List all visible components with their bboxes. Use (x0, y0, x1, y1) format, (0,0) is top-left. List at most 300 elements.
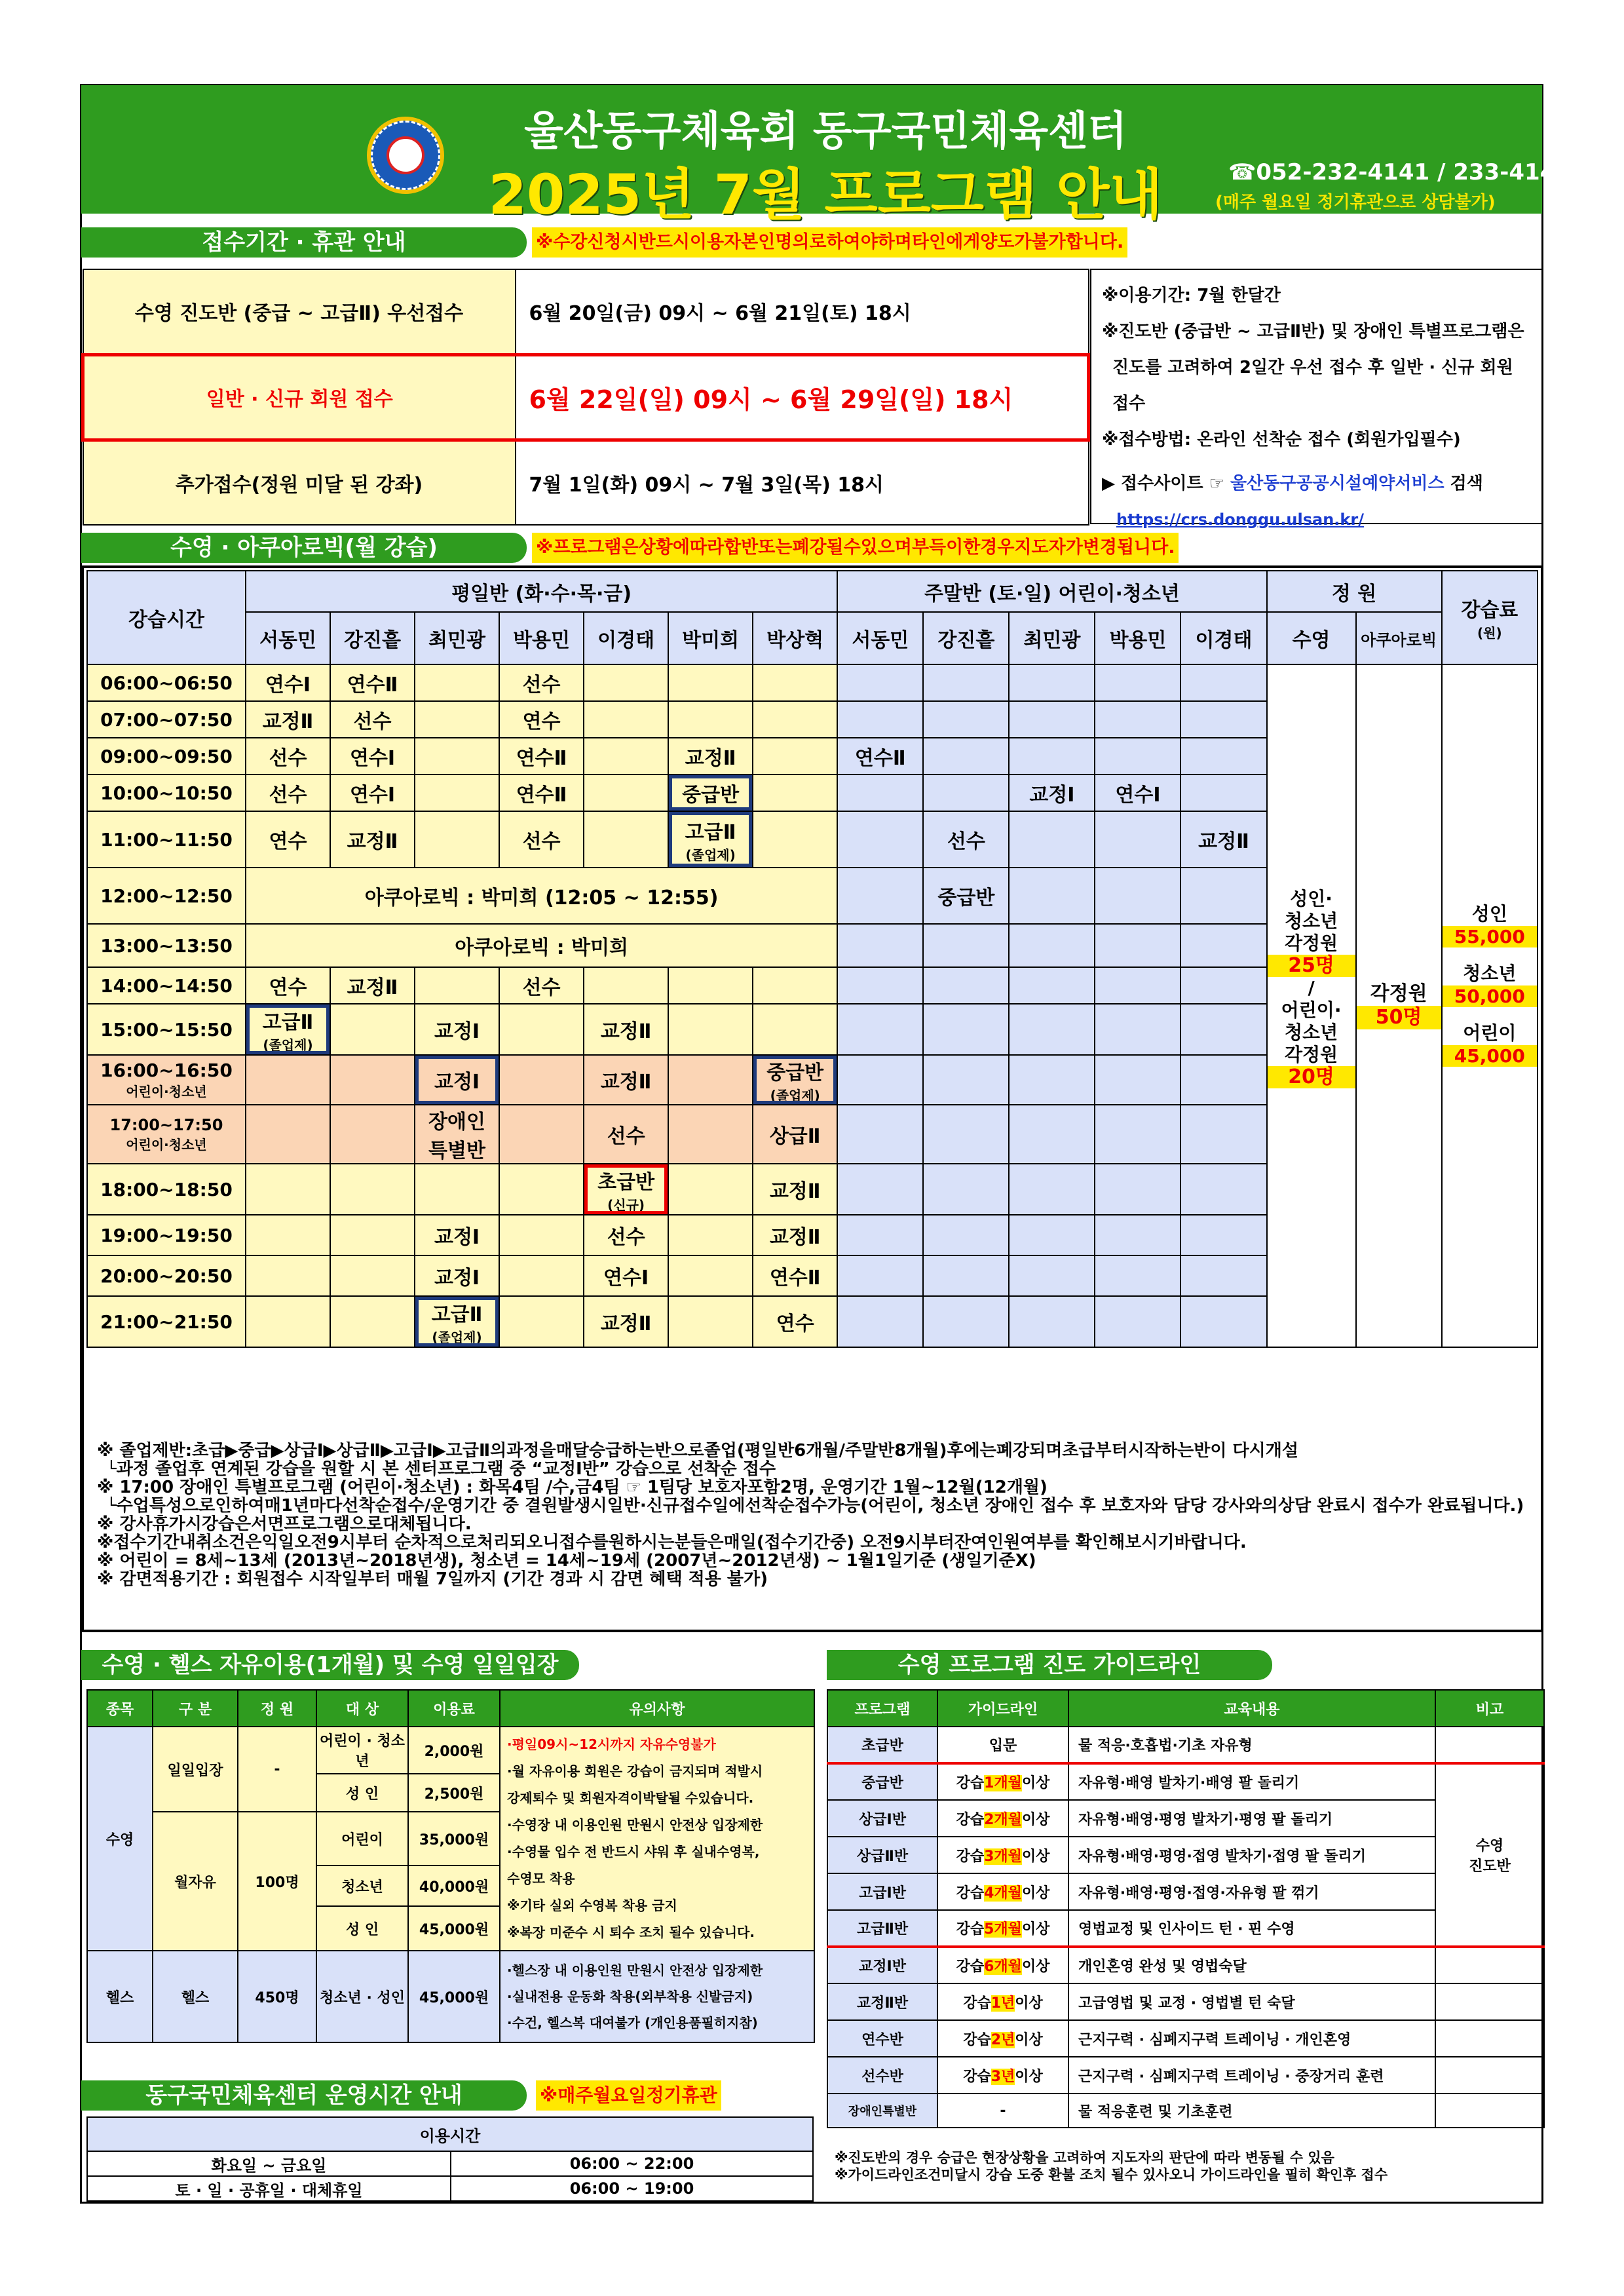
guide-h-4: 비고 (1435, 1690, 1544, 1727)
weekend-cell (1009, 924, 1095, 967)
hours-table (86, 2116, 814, 2202)
swim-warning: ※프로그램은상황에따라합반또는폐강될수있으며부득이한경우지도자가변경됩니다. (532, 533, 1179, 563)
class-cell (668, 1215, 753, 1255)
guide-line: 입문 (937, 1727, 1068, 1763)
time-slot: 10:00~10:50 (100, 782, 233, 804)
class-cell: 선수 (584, 1215, 668, 1255)
weekend-cell (1095, 1296, 1180, 1347)
free-monthly-cap: 100명 (238, 1812, 316, 1951)
guide-tab: 수영 프로그램 진도 가이드라인 (827, 1650, 1272, 1680)
weekend-cell (837, 1255, 923, 1296)
class-cell (753, 967, 837, 1004)
hours-time-2: 06:00 ~ 19:00 (451, 2176, 813, 2201)
guide-content: 자유형·배영·평영·접영·자유형 팔 꺾기 (1068, 1873, 1435, 1910)
hours-time-1: 06:00 ~ 22:00 (451, 2151, 813, 2176)
reg-tab: 접수기간 · 휴관 안내 (81, 227, 527, 258)
class-cell (499, 1215, 584, 1255)
new-label: (신규) (607, 1196, 645, 1213)
guide-footer-2: ※가이드라인조건미달시 강습 도중 환불 조치 될수 있사오니 가이드라인을 필히 확인후 접수 (835, 2167, 1388, 2183)
cap-aqua-cell: 각정원 50명 (1356, 664, 1442, 1347)
weekend-cell (1009, 701, 1095, 738)
guide-program: 교정Ⅱ반 (827, 1983, 937, 2020)
weekend-cell (1180, 1164, 1266, 1215)
gym-note-3: ·수건, 헬스복 대여불가 (개인용품필히지참) (507, 2015, 758, 2031)
reg-info-4: ※접수방법: 온라인 선착순 접수 (회원가입필수) (1102, 430, 1461, 450)
weekend-cell (837, 1215, 923, 1255)
reg-label-3: 추가접수(정원 미달 된 강좌) (83, 440, 516, 525)
class-cell: 교정Ⅱ (330, 967, 415, 1004)
guide-h-2: 가이드라인 (937, 1690, 1068, 1727)
page-title: 2025년 7월 프로그램 안내 (488, 163, 1163, 227)
weekend-cell (923, 701, 1009, 738)
guide-program: 연수반 (827, 2020, 937, 2057)
guide-content: 자유형·배영·평영 발차기·평영 팔 돌리기 (1068, 1800, 1435, 1837)
note-6: ※접수기간내취소건은익일오전9시부터 순차적으로처리되오니접수를원하시는분들은매일(접수기간중) 오전9시부터잔여인원여부를 확인해보시기바랍니다. (97, 1533, 1247, 1552)
weekend-cell (1009, 1296, 1095, 1347)
class-cell (499, 1164, 584, 1215)
hours-days-2: 토 · 일 · 공휴일 · 대체휴일 (87, 2176, 451, 2201)
reg-site-prefix: ▶ 접수사이트 ☞ (1102, 474, 1231, 493)
time-cell (87, 1255, 246, 1296)
free-daily-cap: - (238, 1727, 316, 1812)
reg-site-url[interactable]: https://crs.donggu.ulsan.kr/ (1116, 510, 1364, 529)
weekend-cell (923, 1105, 1009, 1164)
class-cell: 고급Ⅱ (졸업제) (246, 1004, 330, 1055)
inst-we-3: 최민광 (1009, 612, 1095, 664)
weekend-cell (837, 1105, 923, 1164)
class-cell (330, 1255, 415, 1296)
time-slot: 12:00~12:50 (100, 885, 233, 907)
class-cell: 연수Ⅰ (330, 775, 415, 811)
guide-program: 중급반 (827, 1763, 937, 1800)
weekend-cell: 교정Ⅱ (1180, 811, 1266, 868)
guide-note-group: 수영 진도반 (1435, 1763, 1544, 1947)
guide-line: 강습3개월이상 (937, 1837, 1068, 1873)
class-cell (415, 738, 499, 775)
class-cell: 교정Ⅰ (415, 1004, 499, 1055)
aqua-cell: 아쿠아로빅 : 박미희 (12:05 ~ 12:55) (246, 868, 837, 924)
guide-note-blank (1435, 1983, 1544, 2020)
class-cell (246, 1296, 330, 1347)
note-4: └수업특성으로인하여매1년마다선착순접수/운영기간 중 결원발생시일반·신규접수일에선착순접수가능(어린이, 청소년 장애인 접수 후 보호자와 담당 강사와의상담 완료시 접수가 완료됩니다.) (106, 1497, 1524, 1515)
weekend-cell (1180, 924, 1266, 967)
class-cell (499, 1255, 584, 1296)
weekend-cell (837, 868, 923, 924)
hours-days-1: 화요일 ~ 금요일 (87, 2151, 451, 2176)
weekend-cell (923, 1164, 1009, 1215)
note-5: ※ 강사휴가시강습은서면프로그램으로대체됩니다. (97, 1515, 472, 1533)
class-cell (246, 1215, 330, 1255)
weekend-cell (1009, 1004, 1095, 1055)
class-cell (668, 1296, 753, 1347)
class-cell (415, 664, 499, 701)
class-cell (415, 701, 499, 738)
class-cell: 고급Ⅱ (졸업제) (668, 811, 753, 868)
free-note-8: ※복장 미준수 시 퇴수 조치 될수 있습니다. (507, 1924, 755, 1940)
class-cell (415, 967, 499, 1004)
weekend-cell (1180, 738, 1266, 775)
class-cell (246, 1055, 330, 1105)
weekend-cell (1180, 868, 1266, 924)
inst-we-5: 이경태 (1180, 612, 1266, 664)
guide-line: 강습5개월이상 (937, 1910, 1068, 1947)
class-cell: 연수 (246, 811, 330, 868)
class-cell: 초급반 (신규) (584, 1164, 668, 1215)
time-cell (87, 738, 246, 775)
free-row-2-price: 2,500원 (408, 1774, 500, 1812)
gym-note-1: ·헬스장 내 이용인원 만원시 안전상 입장제한 (507, 1962, 763, 1978)
class-cell: 연수Ⅱ (499, 738, 584, 775)
free-row-1-price: 2,000원 (408, 1727, 500, 1774)
reg-site-suffix: 검색 (1444, 474, 1483, 493)
weekend-cell: 연수Ⅰ (1095, 775, 1180, 811)
note-7: ※ 어린이 = 8세~13세 (2013년~2018년생), 청소년 = 14세~19세 (2007년~2012년생) ~ 1월1일기준 (생일기준X) (97, 1552, 1036, 1570)
free-note-4: ·수영장 내 이용인원 만원시 안전상 입장제한 (507, 1817, 763, 1833)
class-cell: 교정Ⅱ (668, 738, 753, 775)
time-cell (87, 701, 246, 738)
class-cell: 선수 (330, 701, 415, 738)
class-cell: 중급반 (졸업제) (753, 1055, 837, 1105)
free-row-2-target: 성 인 (316, 1774, 408, 1812)
weekend-cell (837, 1296, 923, 1347)
guide-note-blank (1435, 2057, 1544, 2094)
guide-program: 고급Ⅰ반 (827, 1873, 937, 1910)
time-slot-sub: 어린이·청소년 (126, 1084, 207, 1100)
weekend-cell (1095, 868, 1180, 924)
guide-line: 강습2개월이상 (937, 1800, 1068, 1837)
guide-program: 선수반 (827, 2057, 937, 2094)
weekend-cell (1180, 1105, 1266, 1164)
class-cell: 선수 (499, 967, 584, 1004)
inst-wd-4: 박용민 (499, 612, 584, 664)
org-name: 울산동구체육회 동구국민체육센터 (524, 107, 1127, 155)
guide-content: 영법교정 및 인사이드 턴 · 핀 수영 (1068, 1910, 1435, 1947)
reg-label-2: 일반 · 신규 회원 접수 (83, 354, 516, 440)
time-cell (87, 868, 246, 924)
time-cell (87, 1105, 246, 1164)
class-cell (330, 1105, 415, 1164)
inst-wd-1: 서동민 (246, 612, 330, 664)
inst-wd-2: 강진흩 (330, 612, 415, 664)
class-cell: 중급반 (668, 775, 753, 811)
fee-header (1442, 571, 1538, 664)
guide-line: 강습1개월이상 (937, 1763, 1068, 1800)
class-cell (668, 1105, 753, 1164)
weekend-cell (1180, 664, 1266, 701)
time-cell (87, 924, 246, 967)
weekend-cell (1180, 701, 1266, 738)
weekend-cell (1095, 1215, 1180, 1255)
class-cell (753, 775, 837, 811)
time-slot: 13:00~13:50 (100, 934, 233, 957)
class-cell (584, 664, 668, 701)
free-h-1: 종목 (87, 1690, 153, 1727)
weekend-cell (1180, 775, 1266, 811)
weekend-cell (837, 701, 923, 738)
class-cell (246, 1255, 330, 1296)
class-cell (330, 1004, 415, 1055)
note-2: └과정 졸업후 연계된 강습을 원할 시 본 센터프로그램 중 “교정Ⅰ반” 강습으로 선착순 접수 (106, 1460, 776, 1478)
free-gym-cap: 450명 (238, 1951, 316, 2042)
weekend-header: 주말반 (토·일) 어린이·청소년 (837, 571, 1266, 612)
logo-icon (367, 117, 444, 194)
free-gym-2: 헬스 (153, 1951, 238, 2042)
time-slot: 11:00~11:50 (100, 828, 233, 851)
guide-line: 강습4개월이상 (937, 1873, 1068, 1910)
class-cell (246, 1105, 330, 1164)
class-cell: 선수 (499, 664, 584, 701)
time-cell (87, 967, 246, 1004)
guide-table (827, 1689, 1545, 2128)
note-8: ※ 감면적용기간 : 회원접수 시작일부터 매월 7일까지 (기간 경과 시 감면 혜택 적용 불가) (97, 1570, 768, 1588)
guide-program: 상급Ⅰ반 (827, 1800, 937, 1837)
guide-h-1: 프로그램 (827, 1690, 937, 1727)
class-cell: 교정Ⅰ (415, 1255, 499, 1296)
class-cell: 교정Ⅱ (753, 1164, 837, 1215)
weekend-cell (837, 967, 923, 1004)
class-cell (753, 811, 837, 868)
guide-program: 장애인특별반 (827, 2094, 937, 2128)
guide-program: 고급Ⅱ반 (827, 1910, 937, 1947)
guide-footer (827, 2149, 1543, 2183)
guide-program: 초급반 (827, 1727, 937, 1763)
reg-label-1: 수영 진도반 (중급 ~ 고급Ⅱ) 우선접수 (83, 269, 516, 354)
class-cell: 고급Ⅱ (졸업제) (415, 1296, 499, 1347)
guide-note-blank (1435, 1947, 1544, 1983)
swim-table (86, 570, 1538, 1348)
free-h-5: 이용료 (408, 1690, 500, 1727)
class-cell (246, 1164, 330, 1215)
cap-swim-header: 수영 (1267, 612, 1356, 664)
class-cell: 연수Ⅱ (330, 664, 415, 701)
free-h-4: 대 상 (316, 1690, 408, 1727)
weekend-cell (923, 1004, 1009, 1055)
guide-content: 자유형·배영 발차기·배영 팔 돌리기 (1068, 1763, 1435, 1800)
weekend-cell (1009, 1164, 1095, 1215)
class-cell: 선수 (584, 1105, 668, 1164)
class-cell (668, 1255, 753, 1296)
weekend-cell (1180, 967, 1266, 1004)
guide-content: 근지구력 · 심폐지구력 트레이닝 · 중장거리 훈련 (1068, 2057, 1435, 2094)
class-cell: 교정Ⅱ (753, 1215, 837, 1255)
grad-label: (졸업제) (263, 1037, 313, 1053)
guide-content: 물 적응·호흡법·기초 자유형 (1068, 1727, 1435, 1763)
class-cell (584, 738, 668, 775)
reg-info-2: ※진도반 (중급반 ~ 고급Ⅱ반) 및 장애인 특별프로그램은 (1102, 322, 1524, 341)
class-cell (499, 1296, 584, 1347)
guide-line: 강습6개월이상 (937, 1947, 1068, 1983)
hours-title: 이용시간 (87, 2117, 813, 2151)
notes-block (97, 1442, 1532, 1588)
free-monthly: 월자유 (153, 1812, 238, 1951)
class-cell: 교정Ⅱ (584, 1004, 668, 1055)
weekend-cell (923, 1215, 1009, 1255)
free-row-3-price: 35,000원 (408, 1812, 500, 1866)
class-cell (668, 967, 753, 1004)
weekend-cell (837, 811, 923, 868)
reg-info-1: ※이용기간: 7월 한달간 (1102, 286, 1281, 305)
inst-we-4: 박용민 (1095, 612, 1180, 664)
class-cell (330, 1215, 415, 1255)
phone-number: ☎052-232-4141 / 233-4141 (1228, 159, 1571, 185)
free-swim-notes (500, 1727, 814, 1951)
class-cell (753, 738, 837, 775)
class-cell: 교정Ⅰ (415, 1055, 499, 1105)
free-swim: 수영 (87, 1727, 153, 1951)
time-slot: 20:00~20:50 (100, 1265, 233, 1287)
inst-wd-3: 최민광 (415, 612, 499, 664)
class-cell (330, 1296, 415, 1347)
note-1: ※ 졸업제반:초급▶중급▶상급Ⅰ▶상급Ⅱ▶고급Ⅰ▶고급Ⅱ의과정을매달승급하는반으로졸업(평일반6개월/주말반8개월)후에는폐강되며초급부터시작하는반이 다시개설 (97, 1442, 1298, 1460)
weekend-cell (1095, 738, 1180, 775)
weekend-cell (1095, 1055, 1180, 1105)
class-cell (584, 811, 668, 868)
weekend-cell: 연수Ⅱ (837, 738, 923, 775)
fee-cell: 성인 55,000 청소년 50,000 어린이 45,000 (1442, 664, 1538, 1347)
class-cell (499, 1055, 584, 1105)
weekend-cell (1180, 1004, 1266, 1055)
class-cell (668, 701, 753, 738)
class-cell: 교정Ⅱ (584, 1296, 668, 1347)
free-note-6: 수영모 착용 (507, 1871, 575, 1886)
weekend-cell (1009, 967, 1095, 1004)
free-daily: 일일입장 (153, 1727, 238, 1812)
guide-note-blank (1435, 1727, 1544, 1763)
grad-label: (졸업제) (770, 1087, 820, 1103)
weekend-cell (1095, 1164, 1180, 1215)
class-cell (753, 701, 837, 738)
class-cell: 교정Ⅰ (415, 1215, 499, 1255)
reg-period-3: 7월 1일(화) 09시 ~ 7월 3일(목) 18시 (516, 440, 1089, 525)
time-cell (87, 1055, 246, 1105)
free-h-3: 정 원 (238, 1690, 316, 1727)
time-cell (87, 1004, 246, 1055)
class-cell: 연수Ⅰ (330, 738, 415, 775)
weekend-cell (923, 738, 1009, 775)
phone-note: (매주 월요일 정기휴관으로 상담불가) (1215, 193, 1496, 212)
free-h-6: 유의사항 (500, 1690, 814, 1727)
free-h-2: 구 분 (153, 1690, 238, 1727)
guide-program: 교정Ⅰ반 (827, 1947, 937, 1983)
weekend-cell (1009, 1215, 1095, 1255)
free-gym-notes (500, 1951, 814, 2042)
guide-line: 강습1년이상 (937, 1983, 1068, 2020)
weekend-cell (923, 1255, 1009, 1296)
weekend-cell (837, 924, 923, 967)
time-cell (87, 1164, 246, 1215)
weekend-cell (1009, 738, 1095, 775)
guide-content: 개인혼영 완성 및 영법숙달 (1068, 1947, 1435, 1983)
weekend-cell (837, 664, 923, 701)
weekend-cell (923, 664, 1009, 701)
weekend-cell: 선수 (923, 811, 1009, 868)
guide-line: - (937, 2094, 1068, 2128)
inst-wd-6: 박미희 (668, 612, 753, 664)
weekend-cell (837, 1164, 923, 1215)
guide-content: 고급영법 및 교정 · 영법별 턴 숙달 (1068, 1983, 1435, 2020)
free-row-5-price: 45,000원 (408, 1906, 500, 1951)
class-cell: 교정Ⅱ (246, 701, 330, 738)
weekend-cell (1095, 811, 1180, 868)
guide-line: 강습2년이상 (937, 2020, 1068, 2057)
weekday-header: 평일반 (화·수·목·금) (246, 571, 837, 612)
class-cell (668, 1164, 753, 1215)
cap-swim-cell: 성인· 청소년 각정원 25명 / 어린이· 청소년 각정원 20명 (1267, 664, 1356, 1347)
weekend-cell (923, 1055, 1009, 1105)
class-cell (668, 1055, 753, 1105)
guide-footer-1: ※진도반의 경우 승급은 현장상황을 고려하여 지도자의 판단에 따라 변동될 수 있음 (835, 2150, 1334, 2166)
weekend-cell (1095, 924, 1180, 967)
free-note-3: 강제퇴수 및 회원자격이박탈될 수있습니다. (507, 1790, 754, 1806)
aqua-cell: 아쿠아로빅 : 박미희 (246, 924, 837, 967)
weekend-cell (923, 924, 1009, 967)
guide-note-blank (1435, 2094, 1544, 2128)
reg-info (1090, 269, 1543, 529)
time-cell (87, 775, 246, 811)
class-cell (668, 1004, 753, 1055)
inst-wd-5: 이경태 (584, 612, 668, 664)
class-cell (584, 701, 668, 738)
time-slot: 09:00~09:50 (100, 745, 233, 767)
class-cell: 연수Ⅰ (584, 1255, 668, 1296)
time-slot: 16:00~16:50 (100, 1060, 233, 1081)
guide-content: 물 적응훈련 및 기초훈련 (1068, 2094, 1435, 2128)
reg-period-2: 6월 22일(일) 09시 ~ 6월 29일(일) 18시 (516, 354, 1089, 440)
weekend-cell (1009, 1055, 1095, 1105)
grad-label: (졸업제) (685, 847, 736, 863)
class-cell (584, 967, 668, 1004)
time-slot: 17:00~17:50 (109, 1115, 223, 1134)
col-time-header: 강습시간 (87, 571, 246, 664)
class-cell (415, 775, 499, 811)
weekend-cell (1180, 1215, 1266, 1255)
reg-table (81, 269, 1090, 526)
weekend-cell (1009, 664, 1095, 701)
weekend-cell (1180, 1055, 1266, 1105)
weekend-cell (923, 967, 1009, 1004)
free-row-4-target: 청소년 (316, 1866, 408, 1906)
guide-program: 상급Ⅱ반 (827, 1837, 937, 1873)
free-gym-target: 청소년 · 성인 (316, 1951, 408, 2042)
weekend-cell (1095, 664, 1180, 701)
free-row-1-target: 어린이 · 청소년 (316, 1727, 408, 1774)
gym-note-2: ·실내전용 운동화 착용(외부착용 신발금지) (507, 1989, 753, 2004)
time-slot: 21:00~21:50 (100, 1311, 233, 1333)
weekend-cell (1180, 1255, 1266, 1296)
class-cell: 선수 (246, 775, 330, 811)
weekend-cell (1009, 868, 1095, 924)
free-row-4-price: 40,000원 (408, 1866, 500, 1906)
class-cell: 연수Ⅱ (499, 775, 584, 811)
weekend-cell (1095, 967, 1180, 1004)
free-note-7: ※기타 실외 수영복 착용 금지 (507, 1898, 677, 1913)
time-cell (87, 811, 246, 868)
time-slot: 07:00~07:50 (100, 708, 233, 731)
time-cell (87, 1215, 246, 1255)
reg-site-link[interactable]: 울산동구공공시설예약서비스 (1230, 474, 1445, 493)
class-cell: 선수 (499, 811, 584, 868)
free-row-3-target: 어린이 (316, 1812, 408, 1866)
class-cell (668, 664, 753, 701)
reg-info-3: 진도를 고려하여 2일간 우선 접수 후 일반 · 신규 회원 접수 (1112, 358, 1513, 413)
weekend-cell: 중급반 (923, 868, 1009, 924)
weekend-cell (1009, 1105, 1095, 1164)
class-cell: 연수 (499, 701, 584, 738)
fee-unit: (원) (1477, 625, 1502, 641)
time-slot-sub: 어린이·청소년 (126, 1136, 207, 1153)
free-gym-price: 45,000원 (408, 1951, 500, 2042)
class-cell: 연수 (246, 967, 330, 1004)
